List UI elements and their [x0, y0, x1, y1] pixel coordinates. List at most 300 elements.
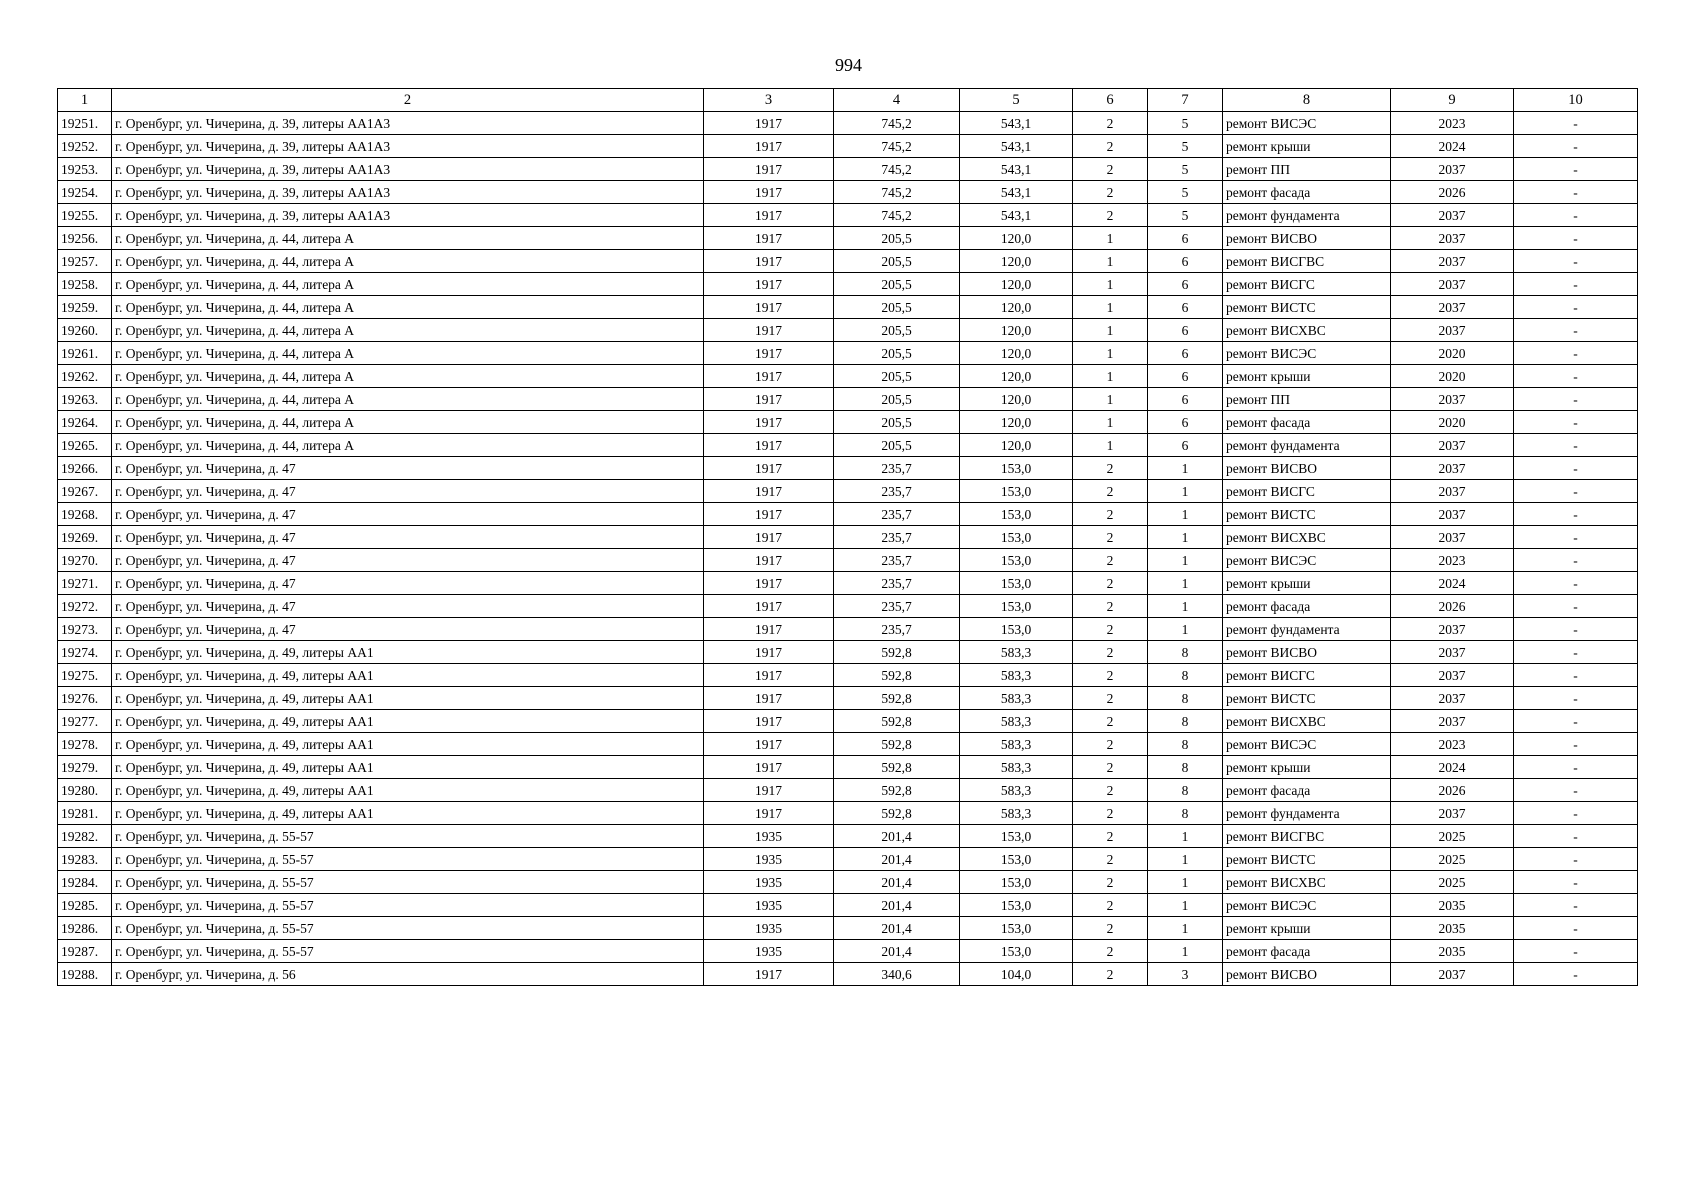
cell-row-number: 19278.: [58, 733, 112, 756]
cell-col-10: -: [1514, 457, 1638, 480]
cell-area-col-5: 153,0: [960, 848, 1073, 871]
cell-col-7: 8: [1148, 664, 1223, 687]
cell-col-6: 2: [1073, 503, 1148, 526]
cell-area-col-4: 205,5: [834, 250, 960, 273]
cell-area-col-5: 583,3: [960, 710, 1073, 733]
cell-col-7: 5: [1148, 158, 1223, 181]
cell-address: г. Оренбург, ул. Чичерина, д. 55-57: [112, 848, 704, 871]
cell-address: г. Оренбург, ул. Чичерина, д. 44, литера А: [112, 411, 704, 434]
cell-col-6: 2: [1073, 526, 1148, 549]
cell-col-6: 2: [1073, 457, 1148, 480]
cell-address: г. Оренбург, ул. Чичерина, д. 39, литеры АА1А3: [112, 204, 704, 227]
table-row: [58, 549, 1638, 572]
cell-col-7: 3: [1148, 963, 1223, 986]
cell-col-7: 6: [1148, 227, 1223, 250]
cell-work-type: ремонт фасада: [1223, 940, 1391, 963]
cell-col-6: 2: [1073, 848, 1148, 871]
cell-area-col-5: 543,1: [960, 112, 1073, 135]
cell-col-10: -: [1514, 687, 1638, 710]
cell-year: 1917: [704, 135, 834, 158]
table-row: [58, 871, 1638, 894]
cell-address: г. Оренбург, ул. Чичерина, д. 49, литеры АА1: [112, 664, 704, 687]
cell-plan-year: 2035: [1391, 917, 1514, 940]
cell-col-7: 6: [1148, 273, 1223, 296]
cell-address: г. Оренбург, ул. Чичерина, д. 47: [112, 618, 704, 641]
cell-area-col-5: 120,0: [960, 434, 1073, 457]
cell-col-10: -: [1514, 641, 1638, 664]
cell-work-type: ремонт фасада: [1223, 595, 1391, 618]
cell-year: 1917: [704, 204, 834, 227]
cell-address: г. Оренбург, ул. Чичерина, д. 44, литера А: [112, 227, 704, 250]
cell-plan-year: 2037: [1391, 227, 1514, 250]
cell-col-10: -: [1514, 112, 1638, 135]
cell-plan-year: 2037: [1391, 457, 1514, 480]
table-row: [58, 250, 1638, 273]
cell-area-col-4: 205,5: [834, 273, 960, 296]
cell-col-10: -: [1514, 250, 1638, 273]
cell-work-type: ремонт ВИСХВС: [1223, 710, 1391, 733]
cell-col-7: 6: [1148, 342, 1223, 365]
cell-address: г. Оренбург, ул. Чичерина, д. 44, литера А: [112, 434, 704, 457]
cell-row-number: 19271.: [58, 572, 112, 595]
cell-year: 1917: [704, 181, 834, 204]
cell-row-number: 19283.: [58, 848, 112, 871]
cell-col-10: -: [1514, 158, 1638, 181]
cell-col-6: 2: [1073, 917, 1148, 940]
cell-plan-year: 2037: [1391, 158, 1514, 181]
table-row: [58, 618, 1638, 641]
table-row: [58, 411, 1638, 434]
cell-work-type: ремонт ПП: [1223, 388, 1391, 411]
cell-col-7: 1: [1148, 480, 1223, 503]
cell-address: г. Оренбург, ул. Чичерина, д. 47: [112, 526, 704, 549]
cell-plan-year: 2020: [1391, 342, 1514, 365]
cell-work-type: ремонт ВИСТС: [1223, 687, 1391, 710]
cell-col-7: 1: [1148, 618, 1223, 641]
cell-area-col-5: 120,0: [960, 319, 1073, 342]
cell-year: 1917: [704, 802, 834, 825]
cell-year: 1917: [704, 687, 834, 710]
cell-col-6: 2: [1073, 549, 1148, 572]
cell-plan-year: 2026: [1391, 779, 1514, 802]
cell-col-7: 5: [1148, 135, 1223, 158]
cell-col-10: -: [1514, 572, 1638, 595]
cell-col-7: 6: [1148, 319, 1223, 342]
cell-year: 1917: [704, 733, 834, 756]
cell-address: г. Оренбург, ул. Чичерина, д. 55-57: [112, 871, 704, 894]
cell-area-col-5: 583,3: [960, 756, 1073, 779]
table-row: [58, 917, 1638, 940]
cell-col-10: -: [1514, 365, 1638, 388]
cell-col-6: 2: [1073, 733, 1148, 756]
cell-col-7: 1: [1148, 457, 1223, 480]
cell-year: 1935: [704, 940, 834, 963]
cell-row-number: 19253.: [58, 158, 112, 181]
cell-area-col-4: 235,7: [834, 503, 960, 526]
cell-year: 1935: [704, 848, 834, 871]
cell-area-col-5: 153,0: [960, 871, 1073, 894]
cell-col-10: -: [1514, 779, 1638, 802]
cell-row-number: 19258.: [58, 273, 112, 296]
cell-area-col-5: 153,0: [960, 595, 1073, 618]
cell-area-col-5: 153,0: [960, 825, 1073, 848]
cell-area-col-4: 235,7: [834, 457, 960, 480]
cell-work-type: ремонт фундамента: [1223, 204, 1391, 227]
cell-year: 1917: [704, 296, 834, 319]
cell-col-7: 8: [1148, 733, 1223, 756]
cell-area-col-4: 592,8: [834, 687, 960, 710]
table-row: [58, 388, 1638, 411]
cell-row-number: 19252.: [58, 135, 112, 158]
cell-col-6: 1: [1073, 342, 1148, 365]
cell-col-7: 8: [1148, 779, 1223, 802]
cell-area-col-4: 592,8: [834, 733, 960, 756]
cell-area-col-5: 583,3: [960, 733, 1073, 756]
cell-work-type: ремонт ВИСГС: [1223, 664, 1391, 687]
table-row: [58, 664, 1638, 687]
cell-plan-year: 2026: [1391, 181, 1514, 204]
cell-plan-year: 2024: [1391, 135, 1514, 158]
cell-col-7: 6: [1148, 434, 1223, 457]
table-row: [58, 112, 1638, 135]
cell-area-col-4: 235,7: [834, 572, 960, 595]
cell-address: г. Оренбург, ул. Чичерина, д. 49, литеры АА1: [112, 733, 704, 756]
cell-col-7: 8: [1148, 641, 1223, 664]
cell-work-type: ремонт ВИСЭС: [1223, 894, 1391, 917]
cell-col-10: -: [1514, 388, 1638, 411]
cell-address: г. Оренбург, ул. Чичерина, д. 49, литеры АА1: [112, 641, 704, 664]
cell-row-number: 19277.: [58, 710, 112, 733]
cell-address: г. Оренбург, ул. Чичерина, д. 44, литера А: [112, 319, 704, 342]
page-number: 994: [835, 55, 862, 75]
cell-address: г. Оренбург, ул. Чичерина, д. 55-57: [112, 894, 704, 917]
cell-work-type: ремонт ВИСХВС: [1223, 526, 1391, 549]
cell-work-type: ремонт ВИСГВС: [1223, 250, 1391, 273]
cell-col-7: 6: [1148, 411, 1223, 434]
cell-col-6: 2: [1073, 480, 1148, 503]
cell-work-type: ремонт крыши: [1223, 572, 1391, 595]
cell-area-col-5: 583,3: [960, 641, 1073, 664]
table-row: [58, 733, 1638, 756]
cell-plan-year: 2020: [1391, 365, 1514, 388]
cell-row-number: 19288.: [58, 963, 112, 986]
cell-row-number: 19264.: [58, 411, 112, 434]
cell-col-10: -: [1514, 204, 1638, 227]
cell-col-7: 5: [1148, 112, 1223, 135]
cell-col-6: 2: [1073, 135, 1148, 158]
cell-address: г. Оренбург, ул. Чичерина, д. 55-57: [112, 917, 704, 940]
cell-row-number: 19287.: [58, 940, 112, 963]
cell-area-col-5: 153,0: [960, 549, 1073, 572]
cell-work-type: ремонт ВИСЭС: [1223, 342, 1391, 365]
table-header: [58, 89, 1638, 112]
cell-area-col-4: 205,5: [834, 365, 960, 388]
cell-col-6: 1: [1073, 250, 1148, 273]
cell-col-6: 2: [1073, 158, 1148, 181]
cell-area-col-4: 205,5: [834, 319, 960, 342]
cell-area-col-5: 120,0: [960, 342, 1073, 365]
cell-area-col-5: 120,0: [960, 296, 1073, 319]
cell-row-number: 19259.: [58, 296, 112, 319]
table-row: [58, 963, 1638, 986]
cell-col-7: 8: [1148, 710, 1223, 733]
cell-plan-year: 2035: [1391, 894, 1514, 917]
cell-year: 1917: [704, 641, 834, 664]
cell-col-7: 1: [1148, 871, 1223, 894]
cell-area-col-4: 201,4: [834, 825, 960, 848]
cell-year: 1935: [704, 894, 834, 917]
cell-work-type: ремонт ВИСХВС: [1223, 871, 1391, 894]
cell-area-col-5: 104,0: [960, 963, 1073, 986]
cell-row-number: 19268.: [58, 503, 112, 526]
cell-year: 1917: [704, 411, 834, 434]
cell-col-7: 5: [1148, 181, 1223, 204]
cell-year: 1917: [704, 480, 834, 503]
cell-row-number: 19282.: [58, 825, 112, 848]
cell-area-col-4: 205,5: [834, 411, 960, 434]
cell-address: г. Оренбург, ул. Чичерина, д. 55-57: [112, 940, 704, 963]
cell-col-7: 1: [1148, 848, 1223, 871]
cell-plan-year: 2037: [1391, 710, 1514, 733]
cell-col-7: 1: [1148, 894, 1223, 917]
cell-area-col-4: 205,5: [834, 434, 960, 457]
cell-plan-year: 2037: [1391, 319, 1514, 342]
cell-area-col-4: 201,4: [834, 871, 960, 894]
cell-row-number: 19286.: [58, 917, 112, 940]
cell-col-6: 2: [1073, 112, 1148, 135]
cell-col-6: 2: [1073, 894, 1148, 917]
cell-work-type: ремонт фасада: [1223, 181, 1391, 204]
cell-area-col-4: 205,5: [834, 227, 960, 250]
cell-row-number: 19266.: [58, 457, 112, 480]
column-header-3: 3: [704, 89, 834, 112]
table-body: [58, 112, 1638, 986]
cell-col-6: 2: [1073, 825, 1148, 848]
table-row: [58, 503, 1638, 526]
cell-plan-year: 2025: [1391, 825, 1514, 848]
cell-col-10: -: [1514, 894, 1638, 917]
table-row: [58, 802, 1638, 825]
cell-col-7: 1: [1148, 549, 1223, 572]
cell-year: 1917: [704, 273, 834, 296]
cell-col-7: 1: [1148, 940, 1223, 963]
cell-col-7: 6: [1148, 388, 1223, 411]
cell-plan-year: 2037: [1391, 250, 1514, 273]
cell-address: г. Оренбург, ул. Чичерина, д. 47: [112, 572, 704, 595]
cell-area-col-5: 543,1: [960, 204, 1073, 227]
cell-area-col-5: 120,0: [960, 411, 1073, 434]
table-row: [58, 204, 1638, 227]
cell-work-type: ремонт фундамента: [1223, 434, 1391, 457]
table-row: [58, 756, 1638, 779]
cell-col-7: 8: [1148, 756, 1223, 779]
cell-area-col-4: 592,8: [834, 664, 960, 687]
column-header-8: 8: [1223, 89, 1391, 112]
cell-address: г. Оренбург, ул. Чичерина, д. 39, литеры АА1А3: [112, 112, 704, 135]
column-header-10: 10: [1514, 89, 1638, 112]
cell-row-number: 19275.: [58, 664, 112, 687]
cell-col-6: 2: [1073, 618, 1148, 641]
cell-col-6: 2: [1073, 779, 1148, 802]
cell-col-10: -: [1514, 664, 1638, 687]
cell-col-7: 1: [1148, 825, 1223, 848]
cell-col-6: 2: [1073, 572, 1148, 595]
cell-col-10: -: [1514, 963, 1638, 986]
cell-col-10: -: [1514, 871, 1638, 894]
cell-col-6: 1: [1073, 296, 1148, 319]
cell-row-number: 19261.: [58, 342, 112, 365]
table-row: [58, 894, 1638, 917]
cell-col-6: 1: [1073, 411, 1148, 434]
cell-plan-year: 2037: [1391, 434, 1514, 457]
cell-area-col-5: 153,0: [960, 480, 1073, 503]
cell-plan-year: 2035: [1391, 940, 1514, 963]
cell-row-number: 19280.: [58, 779, 112, 802]
cell-col-7: 1: [1148, 526, 1223, 549]
cell-row-number: 19274.: [58, 641, 112, 664]
cell-area-col-4: 745,2: [834, 204, 960, 227]
cell-plan-year: 2037: [1391, 687, 1514, 710]
cell-area-col-5: 120,0: [960, 365, 1073, 388]
table-row: [58, 572, 1638, 595]
cell-col-10: -: [1514, 549, 1638, 572]
cell-col-10: -: [1514, 595, 1638, 618]
table-row: [58, 526, 1638, 549]
cell-row-number: 19251.: [58, 112, 112, 135]
cell-plan-year: 2037: [1391, 664, 1514, 687]
cell-col-6: 2: [1073, 595, 1148, 618]
cell-year: 1935: [704, 917, 834, 940]
cell-work-type: ремонт ВИСЭС: [1223, 733, 1391, 756]
cell-work-type: ремонт ВИСВО: [1223, 963, 1391, 986]
cell-address: г. Оренбург, ул. Чичерина, д. 44, литера А: [112, 342, 704, 365]
table-row: [58, 940, 1638, 963]
cell-col-10: -: [1514, 526, 1638, 549]
cell-address: г. Оренбург, ул. Чичерина, д. 47: [112, 595, 704, 618]
register-table: [57, 88, 1638, 986]
table-row: [58, 273, 1638, 296]
cell-row-number: 19276.: [58, 687, 112, 710]
cell-col-7: 5: [1148, 204, 1223, 227]
cell-area-col-5: 153,0: [960, 572, 1073, 595]
cell-row-number: 19269.: [58, 526, 112, 549]
cell-area-col-5: 153,0: [960, 618, 1073, 641]
cell-col-10: -: [1514, 342, 1638, 365]
cell-work-type: ремонт ВИСГВС: [1223, 825, 1391, 848]
cell-work-type: ремонт крыши: [1223, 365, 1391, 388]
cell-work-type: ремонт фундамента: [1223, 618, 1391, 641]
cell-col-6: 2: [1073, 963, 1148, 986]
table-row: [58, 227, 1638, 250]
cell-col-6: 1: [1073, 319, 1148, 342]
cell-address: г. Оренбург, ул. Чичерина, д. 49, литеры АА1: [112, 756, 704, 779]
cell-address: г. Оренбург, ул. Чичерина, д. 49, литеры АА1: [112, 687, 704, 710]
cell-row-number: 19270.: [58, 549, 112, 572]
cell-col-10: -: [1514, 227, 1638, 250]
cell-address: г. Оренбург, ул. Чичерина, д. 44, литера А: [112, 365, 704, 388]
cell-plan-year: 2037: [1391, 296, 1514, 319]
cell-col-10: -: [1514, 710, 1638, 733]
cell-address: г. Оренбург, ул. Чичерина, д. 55-57: [112, 825, 704, 848]
cell-year: 1917: [704, 572, 834, 595]
cell-area-col-4: 205,5: [834, 342, 960, 365]
table-row: [58, 342, 1638, 365]
cell-row-number: 19255.: [58, 204, 112, 227]
cell-row-number: 19285.: [58, 894, 112, 917]
cell-year: 1917: [704, 365, 834, 388]
cell-address: г. Оренбург, ул. Чичерина, д. 47: [112, 503, 704, 526]
cell-address: г. Оренбург, ул. Чичерина, д. 39, литеры АА1А3: [112, 135, 704, 158]
cell-col-6: 2: [1073, 940, 1148, 963]
cell-area-col-5: 153,0: [960, 503, 1073, 526]
cell-year: 1917: [704, 227, 834, 250]
cell-col-10: -: [1514, 802, 1638, 825]
table-row: [58, 296, 1638, 319]
cell-area-col-4: 205,5: [834, 388, 960, 411]
cell-address: г. Оренбург, ул. Чичерина, д. 49, литеры АА1: [112, 710, 704, 733]
cell-year: 1917: [704, 756, 834, 779]
cell-area-col-4: 592,8: [834, 802, 960, 825]
cell-area-col-5: 120,0: [960, 250, 1073, 273]
cell-work-type: ремонт крыши: [1223, 756, 1391, 779]
cell-col-6: 1: [1073, 365, 1148, 388]
table-row: [58, 825, 1638, 848]
table-row: [58, 365, 1638, 388]
cell-col-7: 1: [1148, 595, 1223, 618]
cell-plan-year: 2037: [1391, 802, 1514, 825]
table-row: [58, 434, 1638, 457]
cell-area-col-4: 592,8: [834, 756, 960, 779]
cell-col-10: -: [1514, 296, 1638, 319]
cell-work-type: ремонт ВИСТС: [1223, 503, 1391, 526]
cell-plan-year: 2026: [1391, 595, 1514, 618]
cell-plan-year: 2037: [1391, 204, 1514, 227]
table-row: [58, 641, 1638, 664]
cell-row-number: 19260.: [58, 319, 112, 342]
table-row: [58, 135, 1638, 158]
cell-year: 1935: [704, 825, 834, 848]
cell-area-col-5: 153,0: [960, 457, 1073, 480]
cell-area-col-4: 592,8: [834, 710, 960, 733]
cell-year: 1917: [704, 319, 834, 342]
cell-year: 1917: [704, 779, 834, 802]
cell-area-col-5: 153,0: [960, 894, 1073, 917]
cell-area-col-4: 235,7: [834, 618, 960, 641]
cell-address: г. Оренбург, ул. Чичерина, д. 44, литера А: [112, 296, 704, 319]
cell-col-10: -: [1514, 411, 1638, 434]
cell-work-type: ремонт ВИСТС: [1223, 848, 1391, 871]
cell-plan-year: 2023: [1391, 112, 1514, 135]
cell-area-col-4: 592,8: [834, 641, 960, 664]
table-row: [58, 457, 1638, 480]
table-row: [58, 158, 1638, 181]
cell-col-10: -: [1514, 618, 1638, 641]
cell-address: г. Оренбург, ул. Чичерина, д. 47: [112, 549, 704, 572]
cell-year: 1917: [704, 595, 834, 618]
cell-year: 1917: [704, 457, 834, 480]
cell-col-7: 6: [1148, 250, 1223, 273]
cell-area-col-4: 235,7: [834, 549, 960, 572]
cell-col-10: -: [1514, 940, 1638, 963]
cell-area-col-4: 201,4: [834, 848, 960, 871]
cell-plan-year: 2037: [1391, 641, 1514, 664]
cell-work-type: ремонт ВИСВО: [1223, 641, 1391, 664]
cell-work-type: ремонт фасада: [1223, 779, 1391, 802]
table-row: [58, 595, 1638, 618]
cell-row-number: 19254.: [58, 181, 112, 204]
cell-year: 1917: [704, 158, 834, 181]
cell-col-6: 2: [1073, 664, 1148, 687]
